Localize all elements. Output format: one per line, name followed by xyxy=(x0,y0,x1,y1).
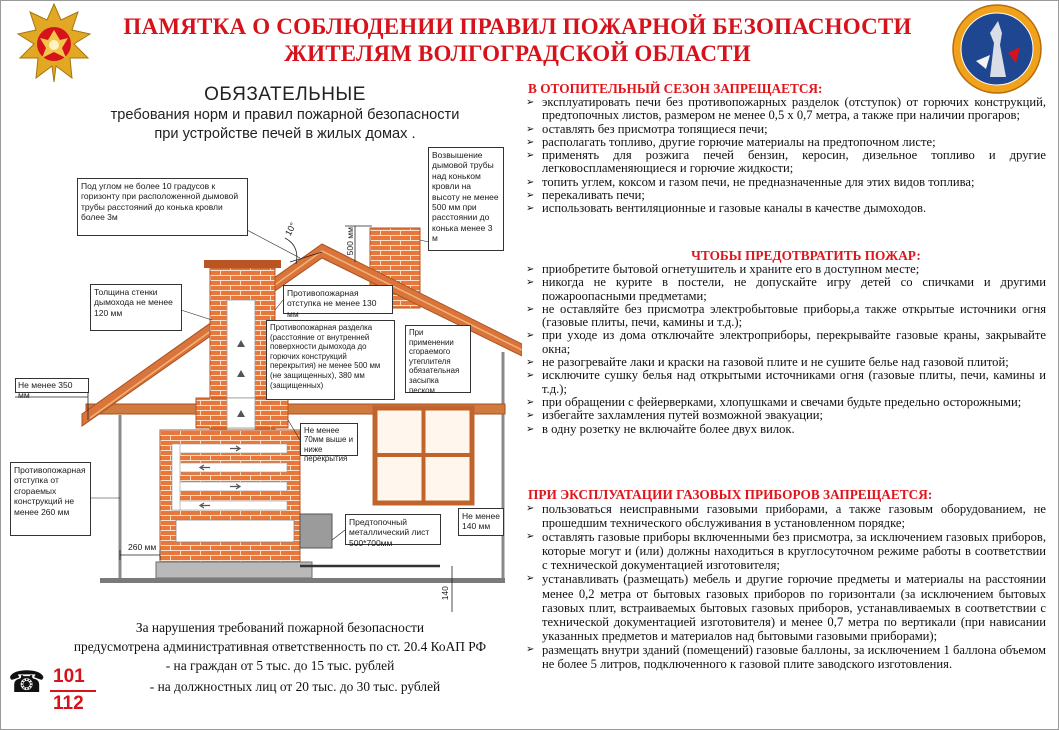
phone-divider xyxy=(50,690,96,692)
stove-channel-2 xyxy=(175,463,287,472)
stove-door xyxy=(300,514,332,548)
title-line-2: ЖИТЕЛЯМ ВОЛГОГРАДСКОЙ ОБЛАСТИ xyxy=(284,41,751,66)
note-min-70: Не менее 70мм выше и ниже перекрытия xyxy=(300,423,358,456)
list-item: ➢ не разогревайте лаки и краски на газовой плите и не сушите белье над газовой плитой; xyxy=(524,356,1046,369)
floor xyxy=(100,578,505,583)
section-heating-list xyxy=(524,96,1046,216)
list-item: ➢ приобретите бытовой огнетушитель и храните его в доступном месте; xyxy=(524,263,1046,276)
penalty-line-1: За нарушения требований пожарной безопасности xyxy=(135,620,425,635)
list-item: ➢ топить углем, коксом и газом печи, не предназначенные для этих видов топлива; xyxy=(524,176,1046,189)
leader-wall xyxy=(181,310,212,320)
list-item: ➢ исключите сушку белья над открытыми источниками огня (газовые плиты, печи, камины и т.д.); xyxy=(524,369,1046,396)
telephone-icon: ☎ xyxy=(8,665,46,700)
list-item: ➢ применять для розжига печей бензин, керосин, дизельное топливо и другие легковоспламеняющиеся и горючие жидкости; xyxy=(524,149,1046,176)
list-item: ➢ при уходе из дома отключайте электроприборы, перекрывайте газовые краны, закрывайте окна; xyxy=(524,329,1046,356)
section-gas-header: ПРИ ЭКСПЛУАТАЦИИ ГАЗОВЫХ ПРИБОРОВ ЗАПРЕЩАЕТСЯ: xyxy=(528,487,933,502)
penalty-line-2: предусмотрена административная ответственность по ст. 20.4 КоАП РФ xyxy=(73,639,487,654)
section-gas-list xyxy=(524,502,1046,671)
leader-sheet xyxy=(332,530,345,540)
note-chimney-height: Возвышение дымовой трубы над коньком кровли на высоту не менее 500 мм при расстоянии до конька менее 3 м xyxy=(428,147,504,251)
penalty-line-4: - на должностных лиц от 20 тыс. до 30 тыс. рублей xyxy=(149,679,441,694)
dim-260-label: 260 мм xyxy=(128,542,157,552)
list-item: ➢ располагать топливо, другие горючие материалы на предтопочном листе; xyxy=(524,136,1046,149)
note-angle: Под углом не более 10 градусов к горизонту при расположенной дымовой трубы расстояний до конька кровли более 3м xyxy=(77,178,248,236)
phone-primary: 101 xyxy=(53,666,85,687)
dim-140-label: 140 xyxy=(439,586,450,601)
list-item: ➢ при обращении с фейерверками, хлопушками и свечами будьте предельно осторожными; xyxy=(524,396,1046,409)
list-item: ➢ устанавливать (размещать) мебель и другие горючие предметы и материалы на расстоянии менее 0,2 метра от бытовых газовых приборов по горизонтали (за исключением бытовых газовых плит, встраиваемых бытовых газовых приборов, устанавливаемых в соответствии с технической документацией изготовителя) и менее 0,7 метра по вертикали (при нависании указанных предметов и материалов над бытовыми газовыми приборами); xyxy=(524,572,1046,642)
chimney-cap xyxy=(204,260,281,268)
note-min-350: Не менее 350 мм xyxy=(15,378,89,393)
note-min-140: Не менее 140 мм xyxy=(458,508,504,536)
height-value-label: 500 мм xyxy=(344,227,355,256)
list-item: ➢ эксплуатировать печи без противопожарных разделок (отступок) от горючих конструкций, предтопочных листов, размером не менее 0,5 х 0,7 метра, а также при наличии прогаров; xyxy=(524,96,1046,123)
section-prevent-list xyxy=(524,263,1046,436)
stove-foundation xyxy=(156,562,312,578)
list-item: ➢ размещать внутри зданий (помещений) газовые баллоны, за исключением 1 баллона объемом не более 5 литров, подключенного к газовой плите заводского изготовления. xyxy=(524,643,1046,671)
list-item: ➢ оставлять газовые приборы включенными без присмотра, за исключением газовых приборов, которые могут и (или) должны находиться в круглосуточном режиме работы в соответствии с технической документацией изготовителя; xyxy=(524,530,1046,572)
list-item: ➢ в одну розетку не включайте более двух вилок. xyxy=(524,423,1046,436)
note-razdelka: Противопожарная разделка (расстояние от внутренней поверхности дымохода до горючих конструкций перекрытия) не менее 500 мм (не защищенных), 380 мм (защищенных) xyxy=(266,320,395,400)
list-item: ➢ перекаливать печи; xyxy=(524,189,1046,202)
note-wall-thickness: Толщина стенки дымохода не менее 120 мм xyxy=(90,284,182,331)
diagram-subtitle-2: при устройстве печей в жилых домах . xyxy=(154,126,416,142)
firebox xyxy=(176,520,294,542)
section-prevent-header: ЧТОБЫ ПРЕДОТВРАТИТЬ ПОЖАР: xyxy=(691,248,921,263)
title-line-1: ПАМЯТКА О СОБЛЮДЕНИИ ПРАВИЛ ПОЖАРНОЙ БЕЗОПАСНОСТИ xyxy=(123,14,912,39)
note-metal-sheet: Предтопочный металлический лист 500*700мм xyxy=(345,514,441,545)
list-item: ➢ избегайте захламления путей возможной эвакуации; xyxy=(524,409,1046,422)
regional-mchs-badge-icon xyxy=(946,3,1048,95)
list-item: ➢ использовать вентиляционные и газовые каналы в качестве дымоходов. xyxy=(524,202,1046,215)
stove-channel-4 xyxy=(175,501,287,510)
list-item: ➢ не оставляйте без присмотра электробытовые приборы,а также открытые источники огня (газовые плиты, печи, камины и т.д.); xyxy=(524,303,1046,330)
phone-secondary: 112 xyxy=(53,693,84,714)
diagram-subtitle-1: требования норм и правил пожарной безопасности xyxy=(110,107,460,123)
note-offset-130: Противопожарная отступка не менее 130 мм xyxy=(283,285,393,314)
note-insulation: При применении сгораемого утеплителя обязательная засыпка песком xyxy=(405,325,471,393)
penalty-line-3: - на граждан от 5 тыс. до 15 тыс. рублей xyxy=(165,658,395,673)
stove-channel-turn xyxy=(172,444,180,510)
list-item: ➢ никогда не курите в постели, не допускайте игру детей со спичками и другими пожароопасными предметами; xyxy=(524,276,1046,303)
list-item: ➢ пользоваться неисправными газовыми приборами, а также газовым оборудованием, не прошедшим технического обслуживания в установленном порядке; xyxy=(524,502,1046,530)
angle-value-label: 10° xyxy=(283,220,299,238)
note-offset-260: Противопожарная отступка от сгораемых конструкций не менее 260 мм xyxy=(10,462,91,536)
list-item: ➢ оставлять без присмотра топящиеся печи; xyxy=(524,123,1046,136)
section-heating-header: В ОТОПИТЕЛЬНЫЙ СЕЗОН ЗАПРЕЩАЕТСЯ: xyxy=(528,81,823,96)
diagram-title: ОБЯЗАТЕЛЬНЫЕ xyxy=(204,84,366,105)
leader-offset xyxy=(275,300,283,310)
